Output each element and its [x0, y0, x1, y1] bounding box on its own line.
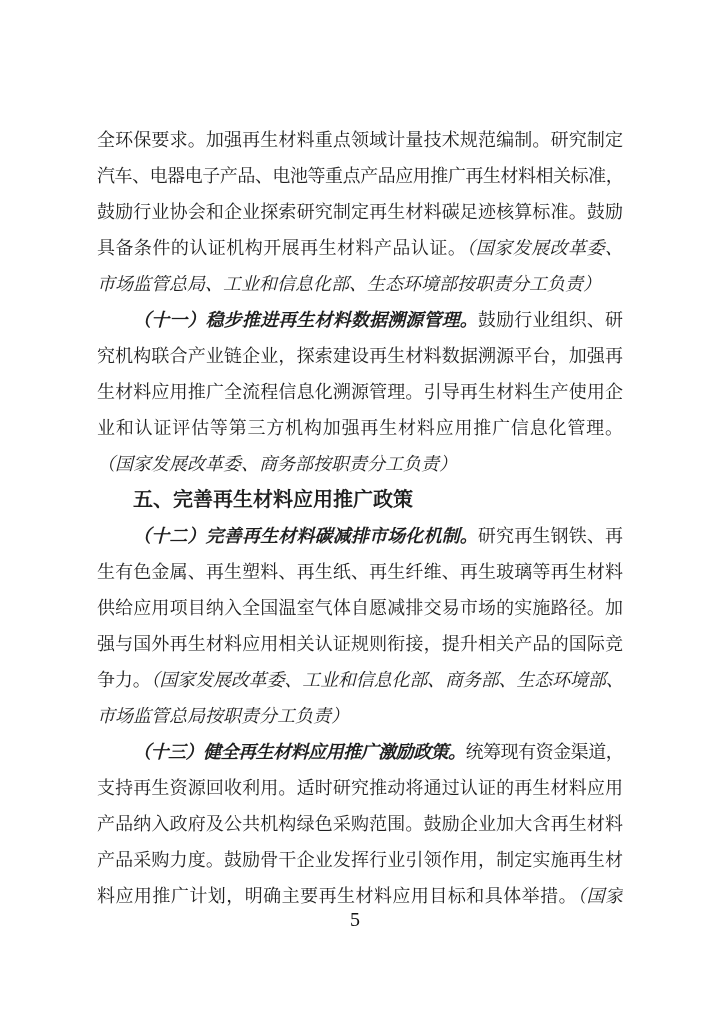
text-line	[97, 446, 623, 482]
text-line	[97, 230, 623, 266]
text-line	[97, 482, 623, 518]
text-line	[97, 194, 623, 230]
body-text-run: 料应用推广计划，明确主要再生材料应用目标和具体举措。	[97, 886, 578, 906]
body-text-run: 鼓励行业组织、研	[477, 310, 623, 330]
attribution-run: （国家	[577, 886, 623, 906]
attribution-run: （国家发展改革委、商务部按职责分工负责）	[97, 454, 457, 474]
text-line	[97, 302, 623, 338]
body-text-run: 争力。	[97, 670, 151, 690]
text-line	[97, 698, 623, 734]
text-line	[97, 122, 623, 158]
attribution-run: 市场监管总局按职责分工负责）	[97, 706, 349, 726]
text-line	[97, 518, 623, 554]
body-text-run: 鼓励行业协会和企业探索研究制定再生材料碳足迹核算标准。鼓励	[97, 202, 623, 222]
document-body	[97, 122, 623, 914]
lead-in-run: （十一）稳步推进再生材料数据溯源管理。	[133, 310, 478, 330]
body-text-run: 产品纳入政府及公共机构绿色采购范围。鼓励企业加大含再生材料	[97, 814, 623, 834]
attribution-run: （国家发展改革委、	[466, 238, 623, 258]
text-line	[97, 734, 623, 770]
text-line	[97, 806, 623, 842]
text-line	[97, 626, 623, 662]
lead-in-run: （十三）健全再生材料应用推广激励政策。	[133, 742, 466, 762]
body-text-run: 支持再生资源回收利用。适时研究推动将通过认证的再生材料应用	[97, 778, 623, 798]
text-line	[97, 338, 623, 374]
body-text-run: 产品采购力度。鼓励骨干企业发挥行业引领作用，制定实施再生材	[97, 850, 623, 870]
body-text-run: 业和认证评估等第三方机构加强再生材料应用推广信息化管理。	[97, 418, 623, 438]
body-text-run: 汽车、电器电子产品、电池等重点产品应用推广再生材料相关标准，	[97, 166, 623, 186]
body-text-run: 强与国外再生材料应用相关认证规则衔接，提升相关产品的国际竞	[97, 634, 623, 654]
attribution-run: 市场监管总局、工业和信息化部、生态环境部按职责分工负责）	[97, 274, 601, 294]
text-line	[97, 662, 623, 698]
attribution-run: （国家发展改革委、工业和信息化部、商务部、生态环境部、	[150, 670, 623, 690]
page-number: 5	[350, 909, 360, 931]
body-text-run: 研究再生钢铁、再	[477, 526, 623, 546]
text-line	[97, 158, 623, 194]
body-text-run: 全环保要求。加强再生材料重点领域计量技术规范编制。研究制定	[97, 130, 623, 150]
text-line	[97, 770, 623, 806]
text-line	[97, 590, 623, 626]
text-line	[97, 410, 623, 446]
text-line	[97, 554, 623, 590]
text-line	[97, 842, 623, 878]
lead-in-run: （十二）完善再生材料碳减排市场化机制。	[133, 526, 478, 546]
text-line	[97, 374, 623, 410]
body-text-run: 具备条件的认证机构开展再生材料产品认证。	[97, 238, 467, 258]
body-text-run: 供给应用项目纳入全国温室气体自愿减排交易市场的实施路径。加	[97, 598, 623, 618]
body-text-run: 统筹现有资金渠道，	[465, 742, 623, 762]
text-line	[97, 266, 623, 302]
body-text-run: 生有色金属、再生塑料、再生纸、再生纤维、再生玻璃等再生材料	[97, 562, 623, 582]
body-text-run: 究机构联合产业链企业，探索建设再生材料数据溯源平台，加强再	[97, 346, 623, 366]
section-heading: 五、完善再生材料应用推广政策	[133, 489, 413, 511]
body-text-run: 生材料应用推广全流程信息化溯源管理。引导再生材料生产使用企	[97, 382, 623, 402]
